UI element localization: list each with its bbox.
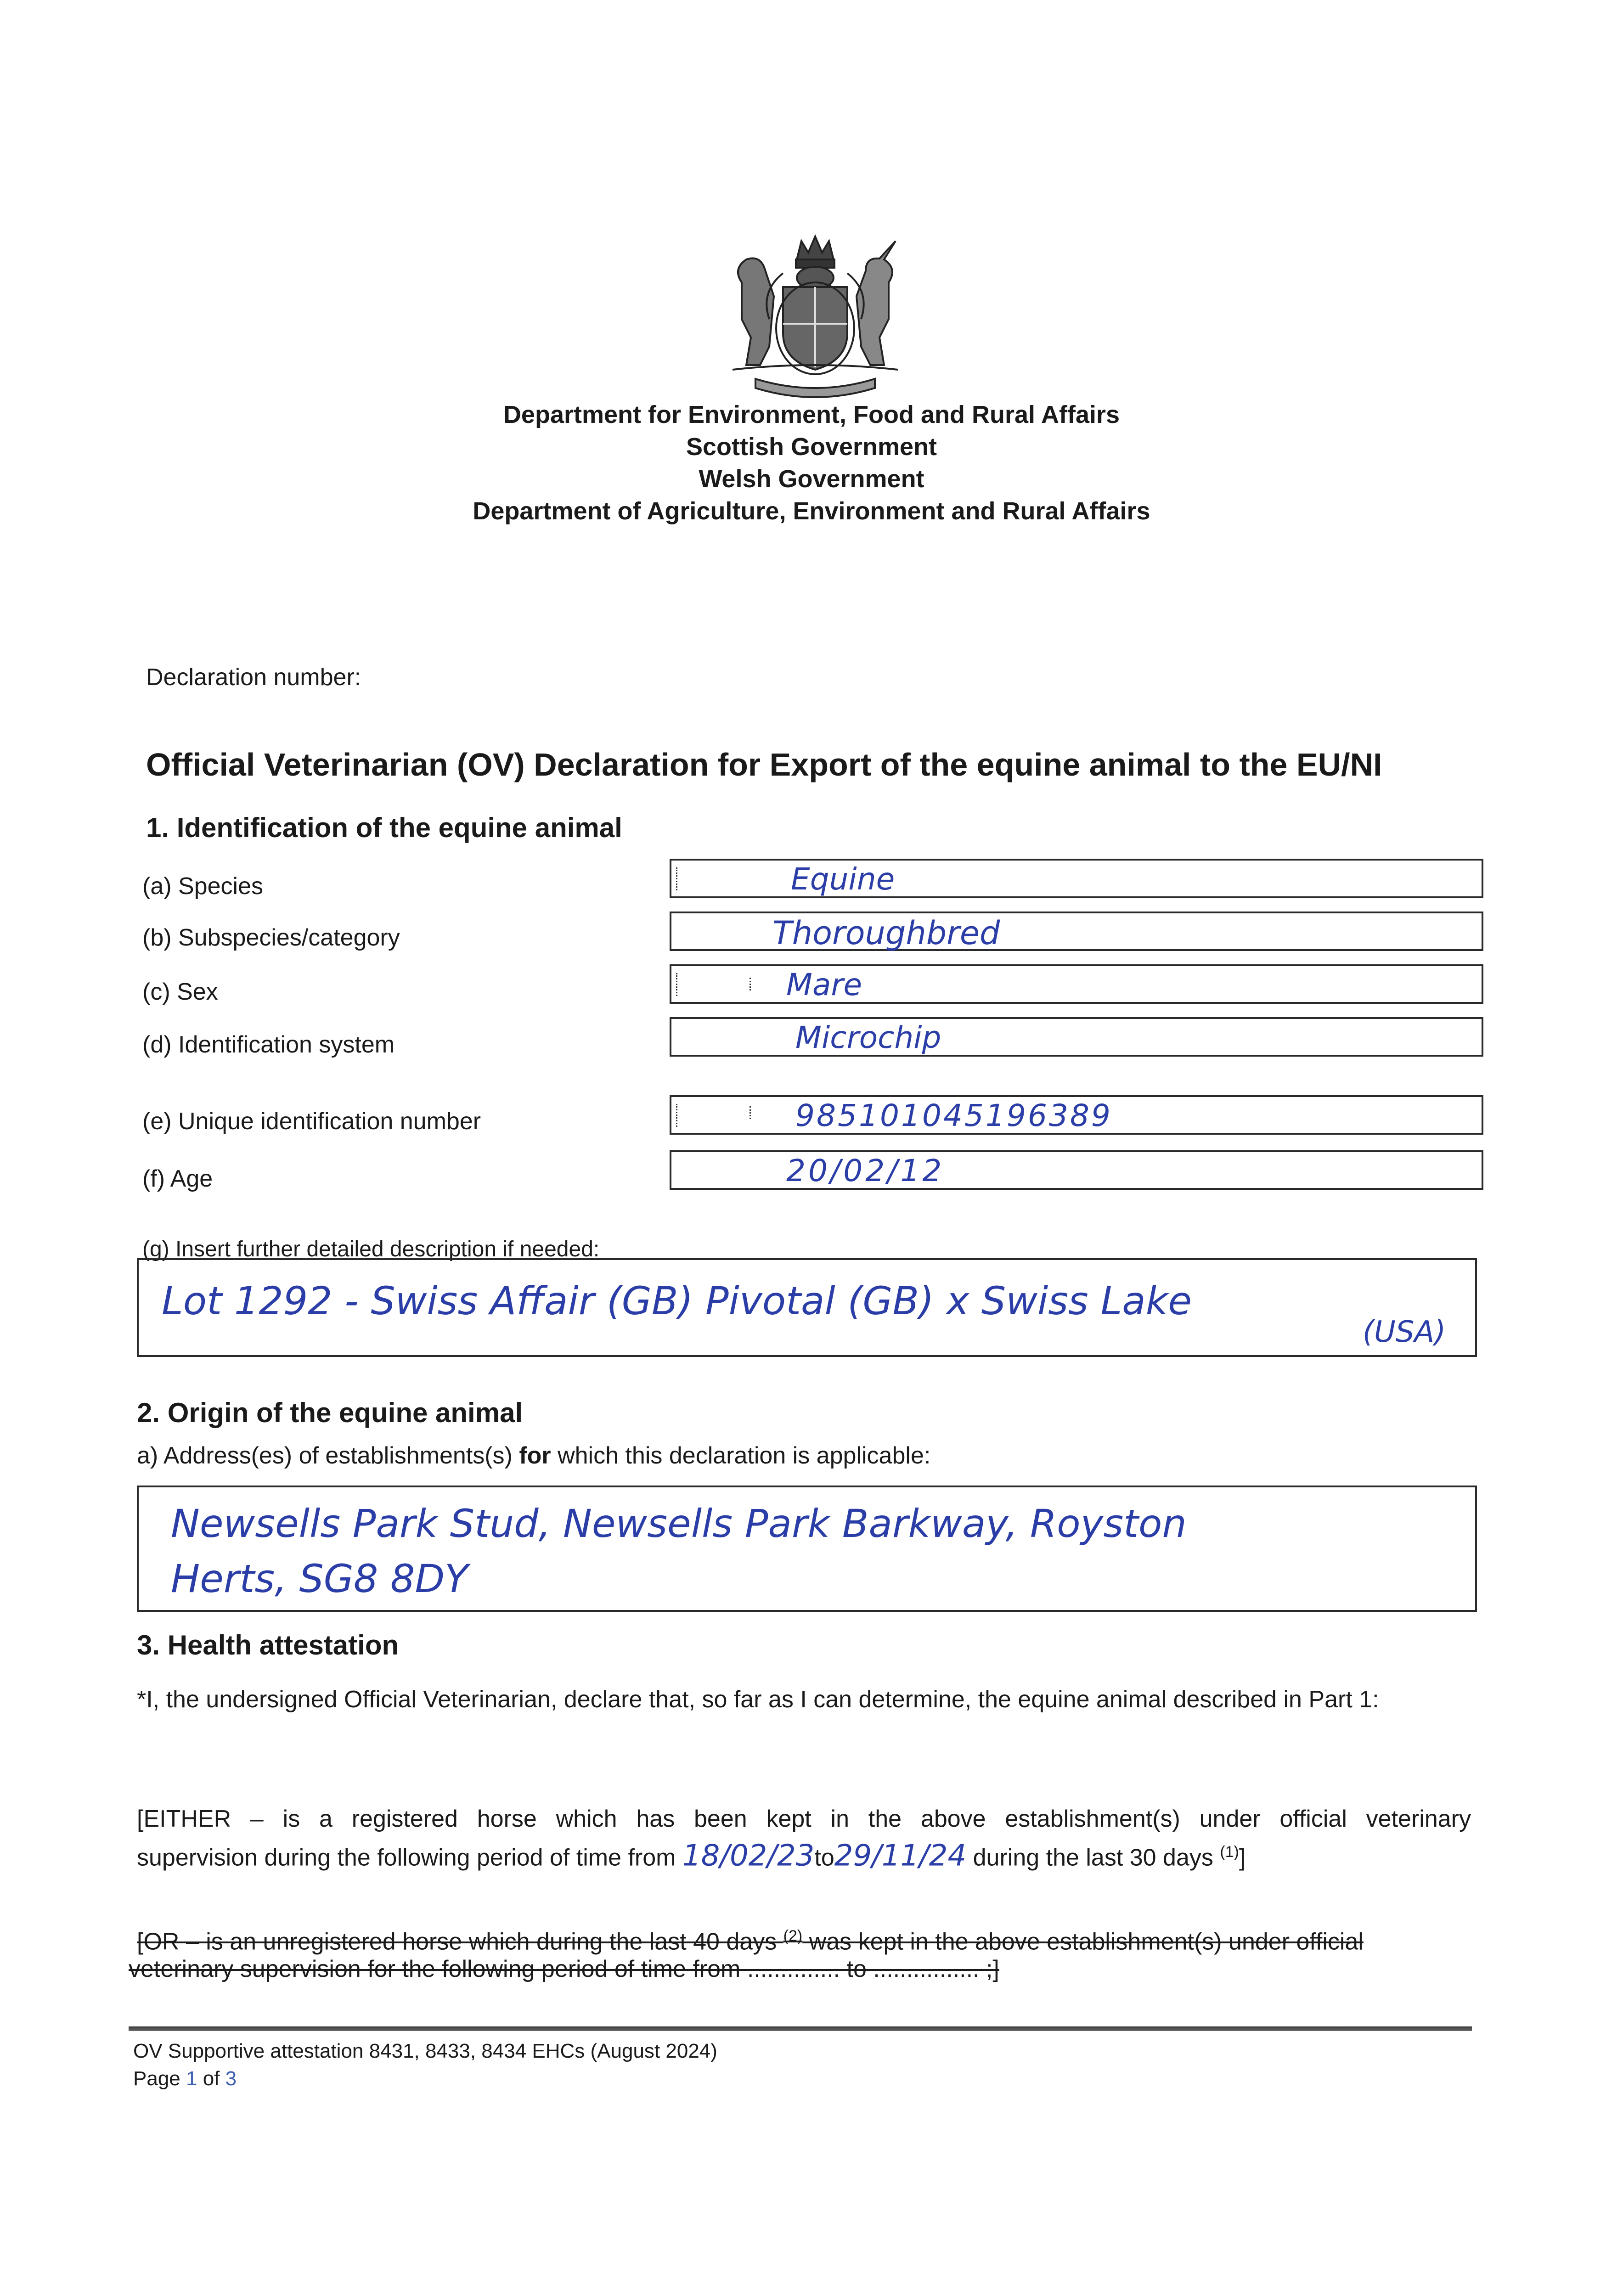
- subspecies-field[interactable]: [670, 912, 1483, 951]
- identification-system-label: (d) Identification system: [142, 1031, 395, 1058]
- department-name: Welsh Government: [699, 465, 924, 493]
- department-name: Department of Agriculture, Environment and Rural Affairs: [473, 497, 1150, 525]
- sex-label: (c) Sex: [142, 979, 218, 1005]
- identification-system-value: Microchip: [795, 1020, 941, 1055]
- footer-attestation: OV Supportive attestation 8431, 8433, 8434 EHCs (August 2024): [133, 2040, 717, 2062]
- identification-system-field[interactable]: [670, 1017, 1483, 1057]
- department-name: Scottish Government: [686, 433, 937, 461]
- document-title: Official Veterinarian (OV) Declaration for Export of the equine animal to the EU/NI: [146, 747, 1382, 782]
- species-label: (a) Species: [142, 873, 263, 900]
- age-label: (f) Age: [142, 1165, 213, 1192]
- uid-field[interactable]: [670, 1095, 1483, 1135]
- address-line1: Newsells Park Stud, Newsells Park Barkway, Royston: [171, 1501, 1187, 1546]
- section3-heading: 3. Health attestation: [137, 1630, 399, 1660]
- species-value: Equine: [791, 861, 895, 897]
- description-value-line2: (USA): [1363, 1315, 1446, 1349]
- age-value: 20/02/12: [786, 1153, 945, 1188]
- uid-value: 985101045196389: [795, 1098, 1112, 1133]
- royal-coat-of-arms-logo: [714, 227, 916, 402]
- page-indicator: Page 1 of 3: [133, 2067, 237, 2090]
- section2-heading: 2. Origin of the equine animal: [137, 1397, 523, 1428]
- address-label: a) Address(es) of establishments(s) for which this declaration is applicable:: [137, 1442, 931, 1469]
- supervision-from-date: 18/02/23: [682, 1839, 815, 1873]
- section1-heading: 1. Identification of the equine animal: [146, 812, 622, 843]
- attestation-intro: *I, the undersigned Official Veterinarian, declare that, so far as I can determine, the equine animal described in Part 1:: [137, 1686, 1379, 1713]
- or-clause-line2: veterinary supervision for the following period of time from .............. to ................ ;]: [129, 1956, 999, 1982]
- supervision-to-date: 29/11/24: [834, 1839, 967, 1873]
- description-value-line1: Lot 1292 - Swiss Affair (GB) Pivotal (GB) x Swiss Lake: [162, 1278, 1192, 1323]
- subspecies-value: Thoroughbred: [772, 914, 1000, 952]
- address-line2: Herts, SG8 8DY: [171, 1556, 468, 1601]
- species-field[interactable]: [670, 859, 1483, 898]
- footer-divider: [129, 2026, 1472, 2031]
- subspecies-label: (b) Subspecies/category: [142, 924, 400, 951]
- description-label: (g) Insert further detailed description if needed:: [142, 1237, 600, 1261]
- sex-field[interactable]: [670, 964, 1483, 1004]
- description-field[interactable]: [137, 1258, 1477, 1357]
- department-header: [0, 399, 1623, 527]
- or-clause-line1: [OR – is an unregistered horse which during the last 40 days $^{(2)}$ was kept in the above establishment(s) under official: [137, 1927, 1364, 1955]
- either-clause-line2: supervision during the following period of time from 18/02/23to29/11/24 during the last 30 days $^{(1)}$]: [137, 1839, 1246, 1873]
- address-field[interactable]: [137, 1486, 1477, 1612]
- footer: [133, 2037, 717, 2093]
- age-field[interactable]: [670, 1150, 1483, 1190]
- either-clause-line1: [EITHER – is a registered horse which has been kept in the above establishment(s) under official veterinary: [137, 1806, 1471, 1832]
- department-name: Department for Environment, Food and Rural Affairs: [503, 401, 1120, 428]
- declaration-number-label: Declaration number:: [146, 664, 361, 691]
- uid-label: (e) Unique identification number: [142, 1108, 481, 1135]
- sex-value: Mare: [786, 967, 862, 1002]
